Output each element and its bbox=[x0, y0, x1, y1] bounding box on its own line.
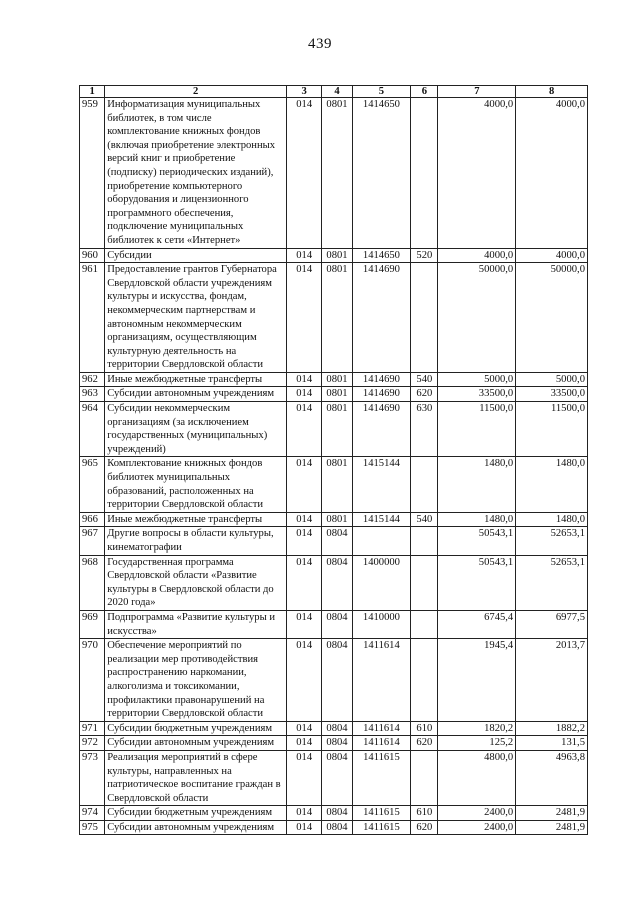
target-article-cell: 1411615 bbox=[352, 806, 411, 821]
target-article-cell: 1414650 bbox=[352, 248, 411, 263]
section-code-cell: 0804 bbox=[322, 527, 352, 555]
section-code-cell: 0804 bbox=[322, 555, 352, 610]
row-number-cell: 968 bbox=[80, 555, 105, 610]
expense-type-cell: 540 bbox=[411, 512, 438, 527]
amount-year2-cell: 4000,0 bbox=[516, 98, 588, 249]
target-article-cell: 1415144 bbox=[352, 512, 411, 527]
row-number-cell: 969 bbox=[80, 610, 105, 638]
amount-year1-cell: 2400,0 bbox=[438, 820, 516, 835]
row-description-cell: Субсидии бюджетным учреждениям bbox=[105, 721, 287, 736]
expense-type-cell: 610 bbox=[411, 806, 438, 821]
table-row bbox=[80, 512, 588, 527]
expense-type-cell: 630 bbox=[411, 402, 438, 457]
table-row bbox=[80, 820, 588, 835]
amount-year2-cell: 5000,0 bbox=[516, 372, 588, 387]
section-code-cell: 0804 bbox=[322, 736, 352, 751]
ministry-code-cell: 014 bbox=[287, 387, 322, 402]
target-article-cell: 1414690 bbox=[352, 387, 411, 402]
column-header: 2 bbox=[105, 86, 287, 98]
section-code-cell: 0801 bbox=[322, 372, 352, 387]
ministry-code-cell: 014 bbox=[287, 806, 322, 821]
row-number-cell: 963 bbox=[80, 387, 105, 402]
table-row bbox=[80, 372, 588, 387]
column-header: 6 bbox=[411, 86, 438, 98]
expense-type-cell bbox=[411, 457, 438, 512]
table-row bbox=[80, 98, 588, 249]
amount-year1-cell: 50000,0 bbox=[438, 263, 516, 373]
section-code-cell: 0804 bbox=[322, 610, 352, 638]
table-row bbox=[80, 457, 588, 512]
section-code-cell: 0804 bbox=[322, 806, 352, 821]
amount-year1-cell: 33500,0 bbox=[438, 387, 516, 402]
expense-type-cell bbox=[411, 610, 438, 638]
expense-type-cell: 620 bbox=[411, 387, 438, 402]
section-code-cell: 0804 bbox=[322, 721, 352, 736]
section-code-cell: 0801 bbox=[322, 248, 352, 263]
header-row bbox=[80, 86, 588, 98]
row-number-cell: 974 bbox=[80, 806, 105, 821]
amount-year2-cell: 2481,9 bbox=[516, 820, 588, 835]
target-article-cell: 1411614 bbox=[352, 639, 411, 722]
ministry-code-cell: 014 bbox=[287, 372, 322, 387]
row-description-cell: Иные межбюджетные трансферты bbox=[105, 512, 287, 527]
amount-year2-cell: 52653,1 bbox=[516, 555, 588, 610]
column-header: 4 bbox=[322, 86, 352, 98]
expense-type-cell: 620 bbox=[411, 736, 438, 751]
row-number-cell: 961 bbox=[80, 263, 105, 373]
ministry-code-cell: 014 bbox=[287, 736, 322, 751]
table-row bbox=[80, 248, 588, 263]
table-row bbox=[80, 806, 588, 821]
amount-year2-cell: 2013,7 bbox=[516, 639, 588, 722]
ministry-code-cell: 014 bbox=[287, 248, 322, 263]
amount-year2-cell: 52653,1 bbox=[516, 527, 588, 555]
amount-year1-cell: 1820,2 bbox=[438, 721, 516, 736]
row-number-cell: 964 bbox=[80, 402, 105, 457]
ministry-code-cell: 014 bbox=[287, 512, 322, 527]
row-number-cell: 971 bbox=[80, 721, 105, 736]
target-article-cell: 1415144 bbox=[352, 457, 411, 512]
target-article-cell: 1411615 bbox=[352, 820, 411, 835]
table-row bbox=[80, 527, 588, 555]
amount-year2-cell: 1882,2 bbox=[516, 721, 588, 736]
section-code-cell: 0801 bbox=[322, 402, 352, 457]
amount-year2-cell: 33500,0 bbox=[516, 387, 588, 402]
amount-year1-cell: 1945,4 bbox=[438, 639, 516, 722]
row-description-cell: Информатизация муниципальных библиотек, в том числе комплектование книжных фондов (включая приобретение электронных версий книг и приобретение (подписку) периодических изданий), приобретение компьютерного оборудования и лицензионного программного обеспечения, подключение муниципальных библиотек к сети «Интернет» bbox=[105, 98, 287, 249]
row-number-cell: 972 bbox=[80, 736, 105, 751]
amount-year2-cell: 2481,9 bbox=[516, 806, 588, 821]
section-code-cell: 0801 bbox=[322, 457, 352, 512]
column-header: 7 bbox=[438, 86, 516, 98]
target-article-cell: 1411614 bbox=[352, 721, 411, 736]
amount-year1-cell: 6745,4 bbox=[438, 610, 516, 638]
page-number: 439 bbox=[308, 36, 332, 52]
ministry-code-cell: 014 bbox=[287, 402, 322, 457]
section-code-cell: 0804 bbox=[322, 639, 352, 722]
amount-year1-cell: 125,2 bbox=[438, 736, 516, 751]
amount-year1-cell: 4000,0 bbox=[438, 248, 516, 263]
ministry-code-cell: 014 bbox=[287, 263, 322, 373]
amount-year1-cell: 1480,0 bbox=[438, 457, 516, 512]
ministry-code-cell: 014 bbox=[287, 820, 322, 835]
table-row bbox=[80, 555, 588, 610]
ministry-code-cell: 014 bbox=[287, 98, 322, 249]
row-description-cell: Государственная программа Свердловской области «Развитие культуры в Свердловской области до 2020 года» bbox=[105, 555, 287, 610]
amount-year1-cell: 1480,0 bbox=[438, 512, 516, 527]
row-description-cell: Подпрограмма «Развитие культуры и искусства» bbox=[105, 610, 287, 638]
section-code-cell: 0801 bbox=[322, 98, 352, 249]
expense-type-cell bbox=[411, 750, 438, 805]
budget-table bbox=[79, 85, 588, 835]
expense-type-cell bbox=[411, 555, 438, 610]
expense-type-cell: 540 bbox=[411, 372, 438, 387]
table-row bbox=[80, 263, 588, 373]
target-article-cell: 1414650 bbox=[352, 98, 411, 249]
section-code-cell: 0801 bbox=[322, 263, 352, 373]
table-row bbox=[80, 402, 588, 457]
section-code-cell: 0804 bbox=[322, 820, 352, 835]
target-article-cell bbox=[352, 527, 411, 555]
row-description-cell: Субсидии автономным учреждениям bbox=[105, 387, 287, 402]
expense-type-cell: 610 bbox=[411, 721, 438, 736]
row-number-cell: 960 bbox=[80, 248, 105, 263]
amount-year1-cell: 4800,0 bbox=[438, 750, 516, 805]
amount-year2-cell: 11500,0 bbox=[516, 402, 588, 457]
row-description-cell: Обеспечение мероприятий по реализации мер противодействия распространению наркомании, алкоголизма и токсикомании, профилактики правонарушений на территории Свердловской области bbox=[105, 639, 287, 722]
row-number-cell: 959 bbox=[80, 98, 105, 249]
amount-year1-cell: 4000,0 bbox=[438, 98, 516, 249]
table-row bbox=[80, 736, 588, 751]
expense-type-cell bbox=[411, 263, 438, 373]
target-article-cell: 1400000 bbox=[352, 555, 411, 610]
ministry-code-cell: 014 bbox=[287, 750, 322, 805]
row-description-cell: Субсидии автономным учреждениям bbox=[105, 820, 287, 835]
target-article-cell: 1414690 bbox=[352, 372, 411, 387]
table-row bbox=[80, 721, 588, 736]
amount-year2-cell: 1480,0 bbox=[516, 512, 588, 527]
target-article-cell: 1414690 bbox=[352, 402, 411, 457]
row-description-cell: Субсидии bbox=[105, 248, 287, 263]
row-number-cell: 966 bbox=[80, 512, 105, 527]
amount-year1-cell: 50543,1 bbox=[438, 555, 516, 610]
target-article-cell: 1414690 bbox=[352, 263, 411, 373]
section-code-cell: 0801 bbox=[322, 387, 352, 402]
expense-type-cell bbox=[411, 527, 438, 555]
section-code-cell: 0801 bbox=[322, 512, 352, 527]
amount-year1-cell: 11500,0 bbox=[438, 402, 516, 457]
table-row bbox=[80, 387, 588, 402]
row-description-cell: Субсидии некоммерческим организациям (за исключением государственных (муниципальных) учреждений) bbox=[105, 402, 287, 457]
ministry-code-cell: 014 bbox=[287, 527, 322, 555]
ministry-code-cell: 014 bbox=[287, 555, 322, 610]
target-article-cell: 1411614 bbox=[352, 736, 411, 751]
row-number-cell: 962 bbox=[80, 372, 105, 387]
section-code-cell: 0804 bbox=[322, 750, 352, 805]
expense-type-cell bbox=[411, 639, 438, 722]
expense-type-cell: 520 bbox=[411, 248, 438, 263]
amount-year2-cell: 6977,5 bbox=[516, 610, 588, 638]
ministry-code-cell: 014 bbox=[287, 610, 322, 638]
column-header: 1 bbox=[80, 86, 105, 98]
expense-type-cell: 620 bbox=[411, 820, 438, 835]
row-description-cell: Иные межбюджетные трансферты bbox=[105, 372, 287, 387]
row-description-cell: Реализация мероприятий в сфере культуры, направленных на патриотическое воспитание граждан в Свердловской области bbox=[105, 750, 287, 805]
table-row bbox=[80, 750, 588, 805]
target-article-cell: 1410000 bbox=[352, 610, 411, 638]
amount-year1-cell: 2400,0 bbox=[438, 806, 516, 821]
row-description-cell: Комплектование книжных фондов библиотек муниципальных образований, расположенных на территории Свердловской области bbox=[105, 457, 287, 512]
row-description-cell: Предоставление грантов Губернатора Свердловской области учреждениям культуры и искусства, фондам, некоммерческим партнерствам и автономным некоммерческим организациям, осуществляющим культурную деятельность на территории Свердловской области bbox=[105, 263, 287, 373]
row-number-cell: 965 bbox=[80, 457, 105, 512]
amount-year2-cell: 4963,8 bbox=[516, 750, 588, 805]
ministry-code-cell: 014 bbox=[287, 457, 322, 512]
amount-year1-cell: 5000,0 bbox=[438, 372, 516, 387]
row-number-cell: 967 bbox=[80, 527, 105, 555]
column-header: 5 bbox=[352, 86, 411, 98]
row-description-cell: Другие вопросы в области культуры, кинематографии bbox=[105, 527, 287, 555]
row-description-cell: Субсидии бюджетным учреждениям bbox=[105, 806, 287, 821]
target-article-cell: 1411615 bbox=[352, 750, 411, 805]
row-number-cell: 970 bbox=[80, 639, 105, 722]
amount-year2-cell: 50000,0 bbox=[516, 263, 588, 373]
row-number-cell: 973 bbox=[80, 750, 105, 805]
expense-type-cell bbox=[411, 98, 438, 249]
amount-year2-cell: 131,5 bbox=[516, 736, 588, 751]
row-description-cell: Субсидии автономным учреждениям bbox=[105, 736, 287, 751]
column-header: 3 bbox=[287, 86, 322, 98]
amount-year2-cell: 1480,0 bbox=[516, 457, 588, 512]
amount-year2-cell: 4000,0 bbox=[516, 248, 588, 263]
amount-year1-cell: 50543,1 bbox=[438, 527, 516, 555]
row-number-cell: 975 bbox=[80, 820, 105, 835]
ministry-code-cell: 014 bbox=[287, 721, 322, 736]
column-header: 8 bbox=[516, 86, 588, 98]
table-row bbox=[80, 639, 588, 722]
table-row bbox=[80, 610, 588, 638]
ministry-code-cell: 014 bbox=[287, 639, 322, 722]
